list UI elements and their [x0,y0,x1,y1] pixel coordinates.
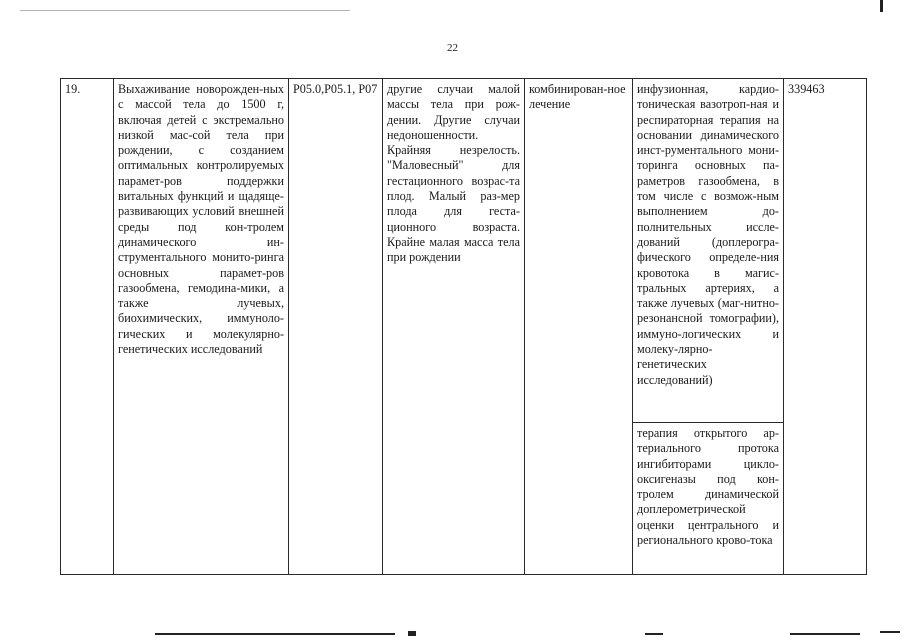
medical-care-table [60,78,867,575]
scan-artifact-bottom-5 [880,631,900,633]
care-title: Выхаживание новорожден-ных с массой тела до 1500 г, включая детей с экстремально низкой мас-сой тела при рождении, с созданием оптимальных контролируемых парамет-ров поддержки витальных функций и щадяще-развивающих условий внешней среды под кон-тролем динамического ин-струментального монито-ринга основных парамет-ров газообмена, гемодина-мики, а также лучевых, биохимических, иммуноло-гических и молекулярно-генетических исследований [114,79,289,575]
scan-artifact-bottom-2 [408,631,416,636]
icd-codes: P05.0,P05.1, P07 [289,79,383,575]
scan-artifact-top-right [880,0,883,12]
treatment-method-1: инфузионная, кардио-тоническая вазотроп-ная и респираторная терапия на основании динамического инст-рументального мони-торинга основных па-раметров газообмена, в том числе с возмож-ным выполнением до-полнительных иссле-дований (доплерогра-фического определе-ния кровотока в магис-тральных артериях, а также лучевых (маг-нитно-резонансной томографии), иммуно-логических и молеку-лярно-генетических исследований) [633,79,784,423]
row-number: 19. [61,79,114,575]
treatment-method-2: терапия открытого ар-териального протока ингибиторами цикло-оксигеназы под кон-тролем динамической доплерометрической оценки центрального и регионального крово-тока [633,423,784,575]
patient-model: другие случаи малой массы тела при рож-дении. Другие случаи недоношенности. Крайняя незрелость. "Маловесный" для гестационного возрас-та плод. Малый раз-мер плода для геста-ционного возраста. Крайне малая масса тела при рождении [383,79,525,575]
table-row [61,79,867,423]
page-number: 22 [447,42,458,54]
scan-artifact-top-left [20,10,350,11]
treatment-type: комбинирован-ное лечение [525,79,633,575]
price-value: 339463 [784,79,867,575]
scan-artifact-bottom-4 [790,633,860,635]
scan-artifact-bottom-1 [155,633,395,635]
scan-artifact-bottom-3 [645,633,663,635]
